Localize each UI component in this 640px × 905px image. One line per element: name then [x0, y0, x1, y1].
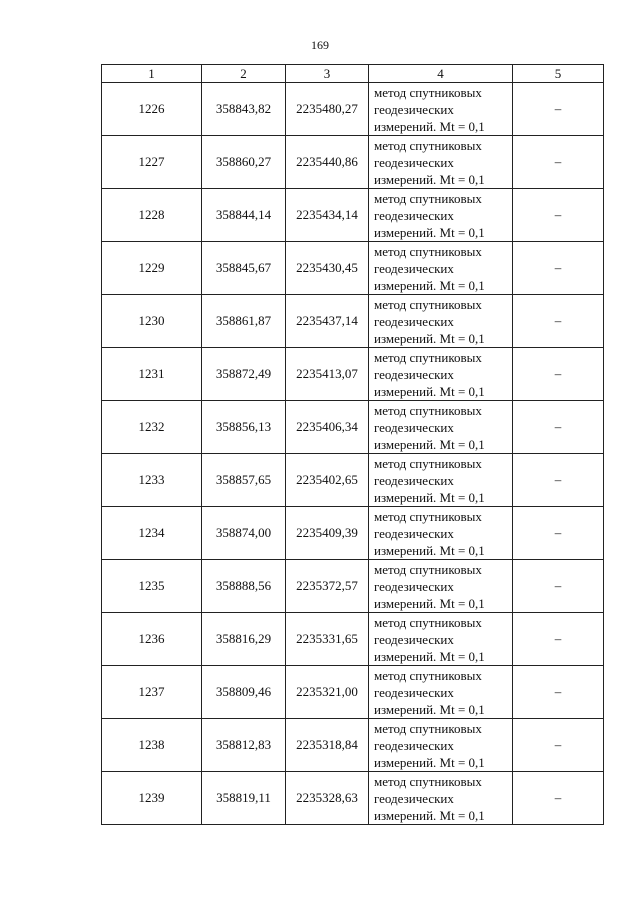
- point-number-cell: 1231: [102, 348, 202, 401]
- point-number-cell: 1239: [102, 772, 202, 825]
- method-cell: [369, 136, 513, 189]
- method-line: геодезических: [374, 366, 454, 382]
- y-coordinate-cell: 2235372,57: [286, 560, 369, 613]
- page-number: 169: [311, 38, 329, 52]
- method-line: измерений. Mt = 0,1: [374, 648, 485, 664]
- table-row: [102, 666, 604, 719]
- x-coordinate-cell: 358819,11: [202, 772, 286, 825]
- note-cell: –: [513, 454, 604, 507]
- column-header-1: 1: [102, 65, 202, 83]
- point-number-cell: 1228: [102, 189, 202, 242]
- note-cell: –: [513, 666, 604, 719]
- note-cell: –: [513, 719, 604, 772]
- method-cell: [369, 772, 513, 825]
- x-coordinate-cell: 358860,27: [202, 136, 286, 189]
- point-number-cell: 1230: [102, 295, 202, 348]
- method-line: метод спутниковых: [374, 84, 482, 100]
- method-cell: [369, 348, 513, 401]
- method-line: измерений. Mt = 0,1: [374, 330, 485, 346]
- method-line: геодезических: [374, 207, 454, 223]
- y-coordinate-cell: 2235318,84: [286, 719, 369, 772]
- method-line: геодезических: [374, 101, 454, 117]
- y-coordinate-cell: 2235321,00: [286, 666, 369, 719]
- method-line: измерений. Mt = 0,1: [374, 277, 485, 293]
- column-header-4: 4: [369, 65, 513, 83]
- table-row: [102, 242, 604, 295]
- note-cell: –: [513, 772, 604, 825]
- method-cell: [369, 242, 513, 295]
- column-header-3: 3: [286, 65, 369, 83]
- y-coordinate-cell: 2235328,63: [286, 772, 369, 825]
- note-cell: –: [513, 348, 604, 401]
- x-coordinate-cell: 358888,56: [202, 560, 286, 613]
- note-cell: –: [513, 136, 604, 189]
- note-cell: –: [513, 401, 604, 454]
- method-line: геодезических: [374, 313, 454, 329]
- x-coordinate-cell: 358856,13: [202, 401, 286, 454]
- table-body: [102, 83, 604, 825]
- note-cell: –: [513, 613, 604, 666]
- x-coordinate-cell: 358845,67: [202, 242, 286, 295]
- x-coordinate-cell: 358843,82: [202, 83, 286, 136]
- table-row: [102, 401, 604, 454]
- point-number-cell: 1237: [102, 666, 202, 719]
- y-coordinate-cell: 2235480,27: [286, 83, 369, 136]
- method-line: измерений. Mt = 0,1: [374, 595, 485, 611]
- method-line: измерений. Mt = 0,1: [374, 754, 485, 770]
- method-line: метод спутниковых: [374, 137, 482, 153]
- method-line: измерений. Mt = 0,1: [374, 489, 485, 505]
- method-cell: [369, 560, 513, 613]
- note-cell: –: [513, 189, 604, 242]
- point-number-cell: 1232: [102, 401, 202, 454]
- table-row: [102, 719, 604, 772]
- method-line: метод спутниковых: [374, 455, 482, 471]
- method-line: метод спутниковых: [374, 349, 482, 365]
- point-number-cell: 1234: [102, 507, 202, 560]
- method-line: измерений. Mt = 0,1: [374, 701, 485, 717]
- table-row: [102, 348, 604, 401]
- method-cell: [369, 613, 513, 666]
- x-coordinate-cell: 358812,83: [202, 719, 286, 772]
- method-cell: [369, 189, 513, 242]
- x-coordinate-cell: 358872,49: [202, 348, 286, 401]
- method-line: геодезических: [374, 472, 454, 488]
- method-line: геодезических: [374, 684, 454, 700]
- table-row: [102, 295, 604, 348]
- method-line: геодезических: [374, 154, 454, 170]
- y-coordinate-cell: 2235440,86: [286, 136, 369, 189]
- y-coordinate-cell: 2235331,65: [286, 613, 369, 666]
- table-row: [102, 560, 604, 613]
- method-cell: [369, 666, 513, 719]
- table-row: [102, 83, 604, 136]
- point-number-cell: 1233: [102, 454, 202, 507]
- method-line: метод спутниковых: [374, 296, 482, 312]
- method-cell: [369, 507, 513, 560]
- method-line: геодезических: [374, 525, 454, 541]
- table-row: [102, 454, 604, 507]
- method-line: метод спутниковых: [374, 614, 482, 630]
- point-number-cell: 1238: [102, 719, 202, 772]
- method-cell: [369, 295, 513, 348]
- method-line: метод спутниковых: [374, 561, 482, 577]
- point-number-cell: 1227: [102, 136, 202, 189]
- column-header-5: 5: [513, 65, 604, 83]
- coordinates-table: [101, 64, 604, 825]
- method-line: метод спутниковых: [374, 243, 482, 259]
- method-line: метод спутниковых: [374, 190, 482, 206]
- method-line: геодезических: [374, 631, 454, 647]
- table-row: [102, 772, 604, 825]
- method-line: геодезических: [374, 790, 454, 806]
- x-coordinate-cell: 358816,29: [202, 613, 286, 666]
- method-line: метод спутниковых: [374, 773, 482, 789]
- x-coordinate-cell: 358874,00: [202, 507, 286, 560]
- x-coordinate-cell: 358861,87: [202, 295, 286, 348]
- y-coordinate-cell: 2235434,14: [286, 189, 369, 242]
- y-coordinate-cell: 2235406,34: [286, 401, 369, 454]
- y-coordinate-cell: 2235430,45: [286, 242, 369, 295]
- point-number-cell: 1226: [102, 83, 202, 136]
- table-row: [102, 136, 604, 189]
- method-line: геодезических: [374, 260, 454, 276]
- x-coordinate-cell: 358857,65: [202, 454, 286, 507]
- table-header-row: [102, 65, 604, 83]
- note-cell: –: [513, 242, 604, 295]
- method-cell: [369, 401, 513, 454]
- method-line: измерений. Mt = 0,1: [374, 542, 485, 558]
- note-cell: –: [513, 83, 604, 136]
- method-line: геодезических: [374, 419, 454, 435]
- y-coordinate-cell: 2235413,07: [286, 348, 369, 401]
- note-cell: –: [513, 560, 604, 613]
- method-line: метод спутниковых: [374, 508, 482, 524]
- method-line: метод спутниковых: [374, 720, 482, 736]
- method-line: измерений. Mt = 0,1: [374, 118, 485, 134]
- method-line: геодезических: [374, 578, 454, 594]
- table-row: [102, 189, 604, 242]
- point-number-cell: 1229: [102, 242, 202, 295]
- y-coordinate-cell: 2235409,39: [286, 507, 369, 560]
- point-number-cell: 1236: [102, 613, 202, 666]
- x-coordinate-cell: 358844,14: [202, 189, 286, 242]
- table-row: [102, 613, 604, 666]
- method-line: измерений. Mt = 0,1: [374, 807, 485, 823]
- y-coordinate-cell: 2235402,65: [286, 454, 369, 507]
- y-coordinate-cell: 2235437,14: [286, 295, 369, 348]
- method-line: измерений. Mt = 0,1: [374, 224, 485, 240]
- method-line: измерений. Mt = 0,1: [374, 436, 485, 452]
- method-line: измерений. Mt = 0,1: [374, 383, 485, 399]
- note-cell: –: [513, 295, 604, 348]
- x-coordinate-cell: 358809,46: [202, 666, 286, 719]
- method-line: геодезических: [374, 737, 454, 753]
- method-line: измерений. Mt = 0,1: [374, 171, 485, 187]
- table-row: [102, 507, 604, 560]
- method-cell: [369, 719, 513, 772]
- point-number-cell: 1235: [102, 560, 202, 613]
- method-line: метод спутниковых: [374, 667, 482, 683]
- note-cell: –: [513, 507, 604, 560]
- method-line: метод спутниковых: [374, 402, 482, 418]
- column-header-2: 2: [202, 65, 286, 83]
- method-cell: [369, 83, 513, 136]
- method-cell: [369, 454, 513, 507]
